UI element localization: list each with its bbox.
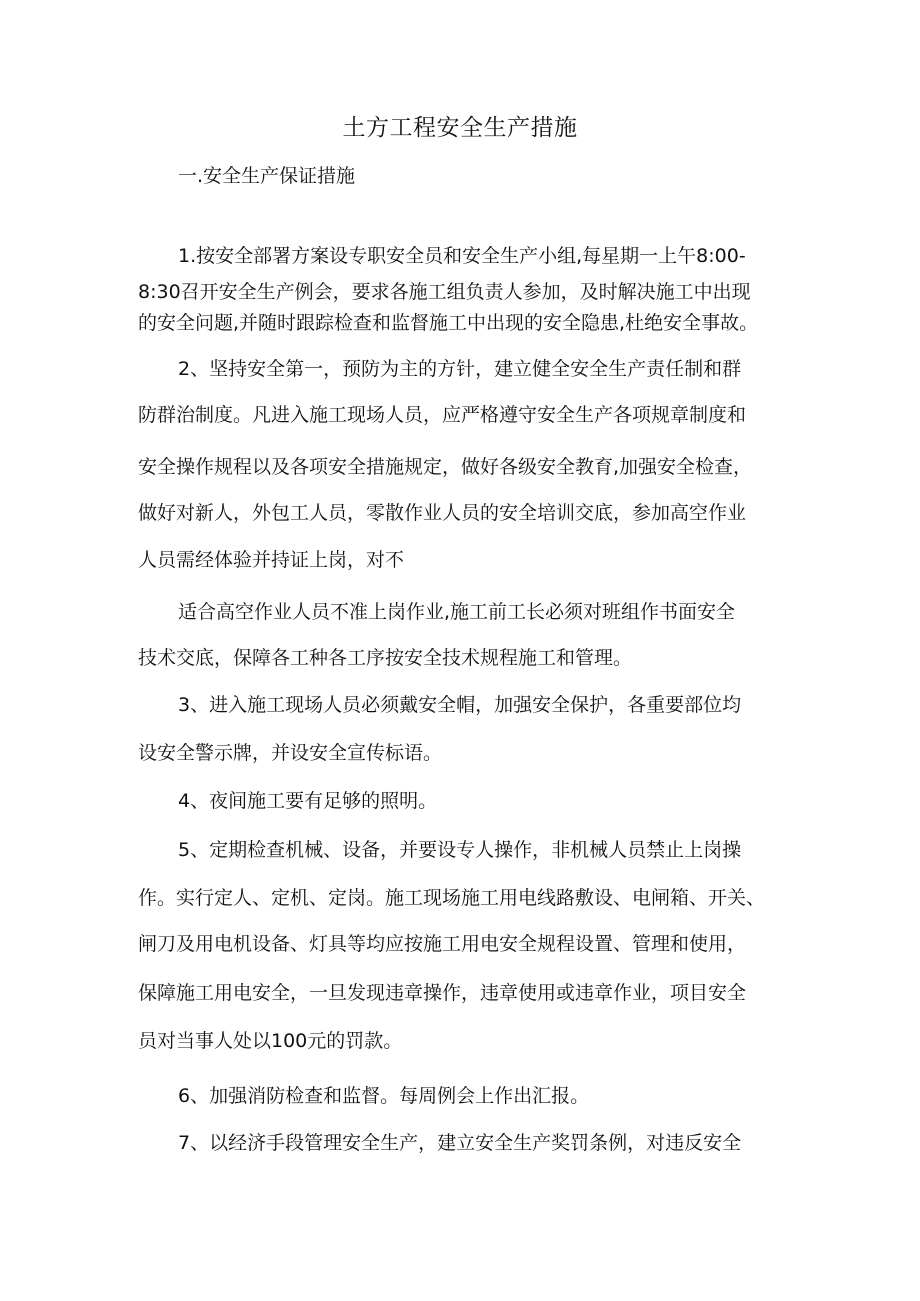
paragraph-8-line-1: 7、以经济手段管理安全生产，建立安全生产奖罚条例，对违反安全 [178,1132,742,1154]
paragraph-2-line-3: 安全操作规程以及各项安全措施规定，做好各级安全教育,加强安全检查， [138,456,753,478]
paragraph-2-line-1: 2、坚持安全第一，预防为主的方针，建立健全安全生产责任制和群 [178,358,742,380]
paragraph-6-line-4: 保障施工用电安全，一旦发现违章操作，违章使用或违章作业，项目安全 [138,982,747,1004]
paragraph-3-line-2: 技术交底，保障各工种各工序按安全技术规程施工和管理。 [138,647,633,669]
paragraph-2-line-5: 人员需经体验并持证上岗，对不 [138,549,405,571]
paragraph-1-line-3: 的安全问题,并随时跟踪检查和监督施工中出现的安全隐患,杜绝安全事故。 [138,312,759,334]
paragraph-4-line-2: 设安全警示牌，并设安全宣传标语。 [138,742,443,764]
document-title: 土方工程安全生产措施 [342,115,578,141]
paragraph-6-line-1: 5、定期检查机械、设备，并要设专人操作，非机械人员禁止上岗操 [178,839,742,861]
paragraph-1-line-2: 8:30召开安全生产例会，要求各施工组负责人参加，及时解决施工中出现 [138,281,751,303]
paragraph-6-line-3: 闸刀及用电机设备、灯具等均应按施工用电安全规程设置、管理和使用， [138,933,747,955]
paragraph-3-line-1: 适合高空作业人员不准上岗作业,施工前工长必须对班组作书面安全 [178,601,736,623]
paragraph-2-line-4: 做好对新人，外包工人员，零散作业人员的安全培训交底，参加高空作业 [138,502,747,524]
paragraph-4-line-1: 3、进入施工现场人员必须戴安全帽，加强安全保护，各重要部位均 [178,694,742,716]
paragraph-2-line-2: 防群治制度。凡进入施工现场人员，应严格遵守安全生产各项规章制度和 [138,404,747,426]
paragraph-5-line-1: 4、夜间施工要有足够的照明。 [178,790,438,812]
paragraph-6-line-5: 员对当事人处以100元的罚款。 [138,1030,403,1052]
paragraph-1-line-1: 1.按安全部署方案设专职安全员和安全生产小组,每星期一上午8:00- [178,245,746,267]
section-heading: 一.安全生产保证措施 [178,165,356,187]
paragraph-6-line-2: 作。实行定人、定机、定岗。施工现场施工用电线路敷设、电闸箱、开关、 [138,887,766,909]
paragraph-7-line-1: 6、加强消防检查和监督。每周例会上作出汇报。 [178,1085,590,1107]
